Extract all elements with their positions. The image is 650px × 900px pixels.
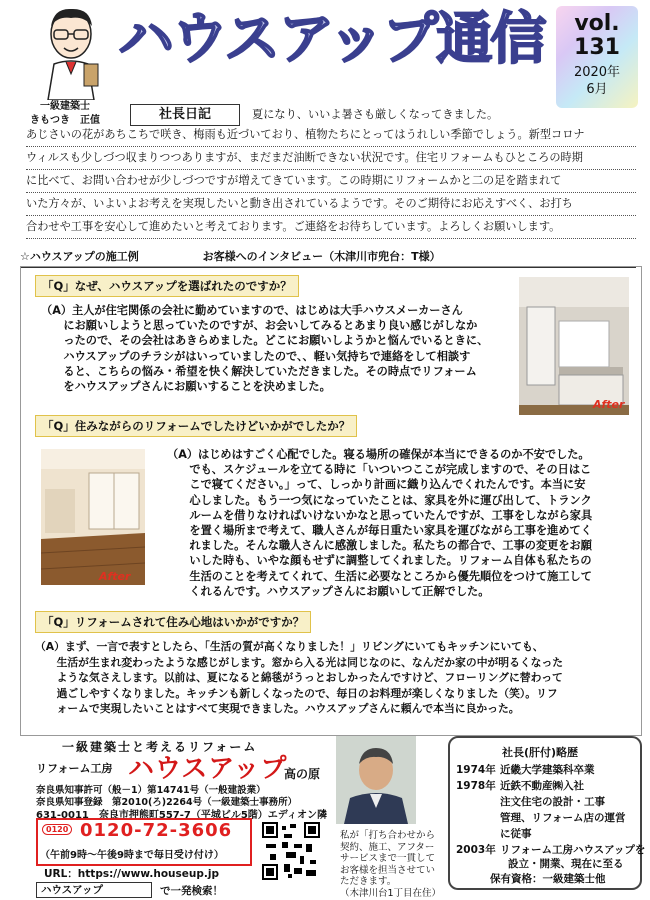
answer-line: ルームを借りなければいけないかなと思っていたんですが、工事をしながら家具: [167, 508, 593, 522]
note-line: 契約、施工、アフター: [340, 841, 435, 853]
answer-1: [41, 303, 488, 394]
answer-2: [167, 447, 592, 599]
section-label: ☆ハウスアップの施工例: [20, 250, 139, 263]
diary-body: [26, 124, 636, 239]
shop-prefix: リフォーム工房: [36, 762, 113, 775]
answer-line: ような気さえします。以前は、夏になると綿毯がうっとおしかったんですけど、フローリングに替わって: [35, 671, 563, 685]
diary-line: あじさいの花があちこちで咲き、梅雨も近づいており、植物たちにとってはうれしい季節でしょう。新型コロナ: [26, 124, 636, 147]
phone-number[interactable]: 0120-72-3606: [80, 820, 233, 841]
answer-line: （A）はじめはすごく心配でした。寝る場所の確保が本当にできるのか不安でした。: [167, 448, 590, 461]
president-note: [340, 830, 441, 900]
answer-line: にお願いしようと思っていたのですが、お会いしてみるとあまり良い感じがしなか: [41, 319, 478, 333]
answer-line: 心しました。もう一つ気になっていたことは、家具を外に運び出して、トランク: [167, 493, 592, 507]
answer-line: れました。そんな職人さんに感激しました。私たちの都合で、工事の変更をお願: [167, 539, 592, 553]
after-label: After: [99, 570, 131, 583]
diary-intro: 夏になり、いいよ暑さも厳しくなってきました。: [252, 108, 499, 121]
diary-line: に比べて、お問い合わせが少しづつですが増えてきています。この時期にリフォームかと二の足を踏まれて: [26, 170, 636, 193]
search-suffix: で一発検索！: [160, 885, 223, 897]
company-address: 631-0011 奈良市押熊町557-7（平城ビル5階）エディオン隣: [36, 810, 327, 821]
newsletter-header: [0, 0, 650, 126]
answer-line: ハウスアップのチラシがはいっていましたので、、軽い気持ちで連絡をして相談す: [41, 349, 471, 363]
footer-tagline: 一級建築士と考えるリフォーム: [62, 740, 258, 754]
question-1: 「Q」なぜ、ハウスアップを選ばれたのですか？: [35, 275, 299, 297]
diary-line: いた方々が、いよいよお考えを実現したいと動き出されているようです。そのご期待にお応えすべく、お打ち: [26, 193, 636, 216]
diary-line: ウィルスも少しづつ収まりつつありますが、まだまだ油断できない状況です。住宅リフォームもひところの時期: [26, 147, 636, 170]
phone-box: [36, 818, 252, 866]
answer-line: を置く場所まで考えて、職人さんが毎日重たい家具を運びながら工事を進めてく: [167, 524, 592, 538]
issue-month: 6月: [586, 82, 608, 97]
diary-line: 合わせや工事を安心して進めたいと考えております。ご連絡をお待ちしています。よろしくお願いします。: [26, 216, 636, 239]
author-name: きもつき 正值: [30, 115, 100, 126]
profile-text: 近畿大学建築科卒業: [500, 764, 595, 776]
answer-line: をハウスアップさんにお願いすることを決めました。: [41, 380, 331, 394]
profile-text: 近鉄不動産㈱入社: [500, 780, 584, 792]
note-line: （木津川台1丁目在住）: [340, 887, 442, 899]
volume-number: 131: [574, 35, 620, 60]
answer-line: くれるんです。ハウスアップさんにお願いして正解でした。: [167, 584, 490, 598]
note-line: お客様を担当させてい: [340, 864, 436, 876]
qr-code-icon[interactable]: [262, 822, 320, 880]
question-3: 「Q」リフォームされて住み心地はいかがですか？: [35, 611, 311, 633]
answer-line: 生活のことを考えてくれて、生活に必要なところから優先順位をつけて施工して: [167, 569, 592, 583]
after-label: After: [593, 398, 625, 411]
answer-line: ォームで実現したいことはすべて実現できました。ハウスアップさんに頼んで本当に良かった。: [35, 702, 520, 716]
volume-badge: [556, 6, 638, 108]
answer-line: 生活が生まれ変わったような感じがします。窓から入る光は同じなのに、なんだか家の中が明るくなった: [35, 655, 564, 669]
president-photo: [336, 736, 416, 824]
answer-3: [35, 639, 563, 717]
search-keyword-box: ハウスアップ: [36, 882, 152, 898]
answer-line: （A）主人が住宅関係の会社に勤めていますので、はじめは大手ハウスメーカーさん: [41, 304, 463, 317]
issue-year: 2020年: [573, 65, 621, 80]
answer-line: （A）まず、一言で表すとしたら、「生活の質が高くなりました！」リビングにいてもキッチンにいても、: [35, 640, 544, 653]
profile-text: 注文住宅の設計・工事: [500, 796, 605, 808]
volume-label: vol.: [574, 11, 620, 36]
answer-line: ると、こちらの悩み・希望を快く解決していただきました。その時点でリフォーム: [41, 364, 477, 378]
license-2: 奈良県知事登録 第2010(ろ)2264号（一級建築士事務所）: [36, 797, 298, 808]
newsletter-title: ハウスアップ通信: [118, 7, 545, 72]
freedial-icon: 0120: [42, 824, 72, 835]
interview-subtitle: お客様へのインタビュー（木津川市兜台：T様）: [202, 250, 441, 263]
note-line: ただきます。: [340, 876, 397, 888]
note-line: 私が「打ち合わせから: [340, 830, 436, 841]
profile-year: 1974年: [456, 764, 496, 776]
answer-line: 過ごしやすくなりました。キッチンも新しくなったので、毎日のお料理が楽しくなりました（笑）。リフ: [35, 686, 558, 700]
profile-qualification: 保有資格：一級建築士他: [490, 873, 606, 885]
kitchen-photo: [519, 277, 629, 415]
president-profile: [448, 736, 646, 890]
mascot-illustration: [40, 4, 102, 100]
note-line: サービスまで一貫して: [340, 853, 436, 865]
phone-hours: （午前9時～午後9時まで毎日受け付け）: [40, 850, 224, 861]
diary-tab-label: 社長日記: [130, 104, 240, 126]
living-room-photo: [41, 449, 145, 585]
profile-text: 管理、リフォーム店の運営: [500, 812, 626, 824]
question-2: 「Q」住みながらのリフォームでしたけどいかがでしたか？: [35, 415, 357, 437]
profile-title: 社長(肝付)略歴: [502, 746, 579, 759]
answer-line: でも、スケジュールを立てる時に「いついつここが完成しますので、その日はこ: [167, 463, 592, 477]
interview-header: [20, 248, 636, 268]
website-url[interactable]: URL：https://www.houseup.jp: [44, 868, 219, 880]
answer-line: いした時も、いやな顔もせずに調整してくれました。リフォーム自体も私たちの: [167, 554, 592, 568]
branch-name: 高の原: [284, 767, 321, 781]
profile-text: に従事: [500, 828, 532, 840]
interview-box: [20, 266, 642, 736]
author-role: 一級建築士: [40, 101, 90, 112]
profile-text: 設立・開業、現在に至る: [508, 858, 624, 870]
brand-logo-text: ハウスアップ: [128, 754, 288, 784]
answer-line: ったので、その会社はあきらめました。どこにお願いしようかと悩んでいるときに、: [41, 334, 489, 348]
license-1: 奈良県知事許可（般－1）第14741号（一般建設業）: [36, 785, 266, 796]
profile-year: 2003年: [456, 844, 496, 856]
answer-line: こで寝てください。」って、しっかり計画に織り込んでくれたんです。本当に安: [167, 478, 586, 492]
profile-year: 1978年: [456, 780, 496, 792]
profile-text: リフォーム工房ハウスアップを: [500, 844, 646, 856]
